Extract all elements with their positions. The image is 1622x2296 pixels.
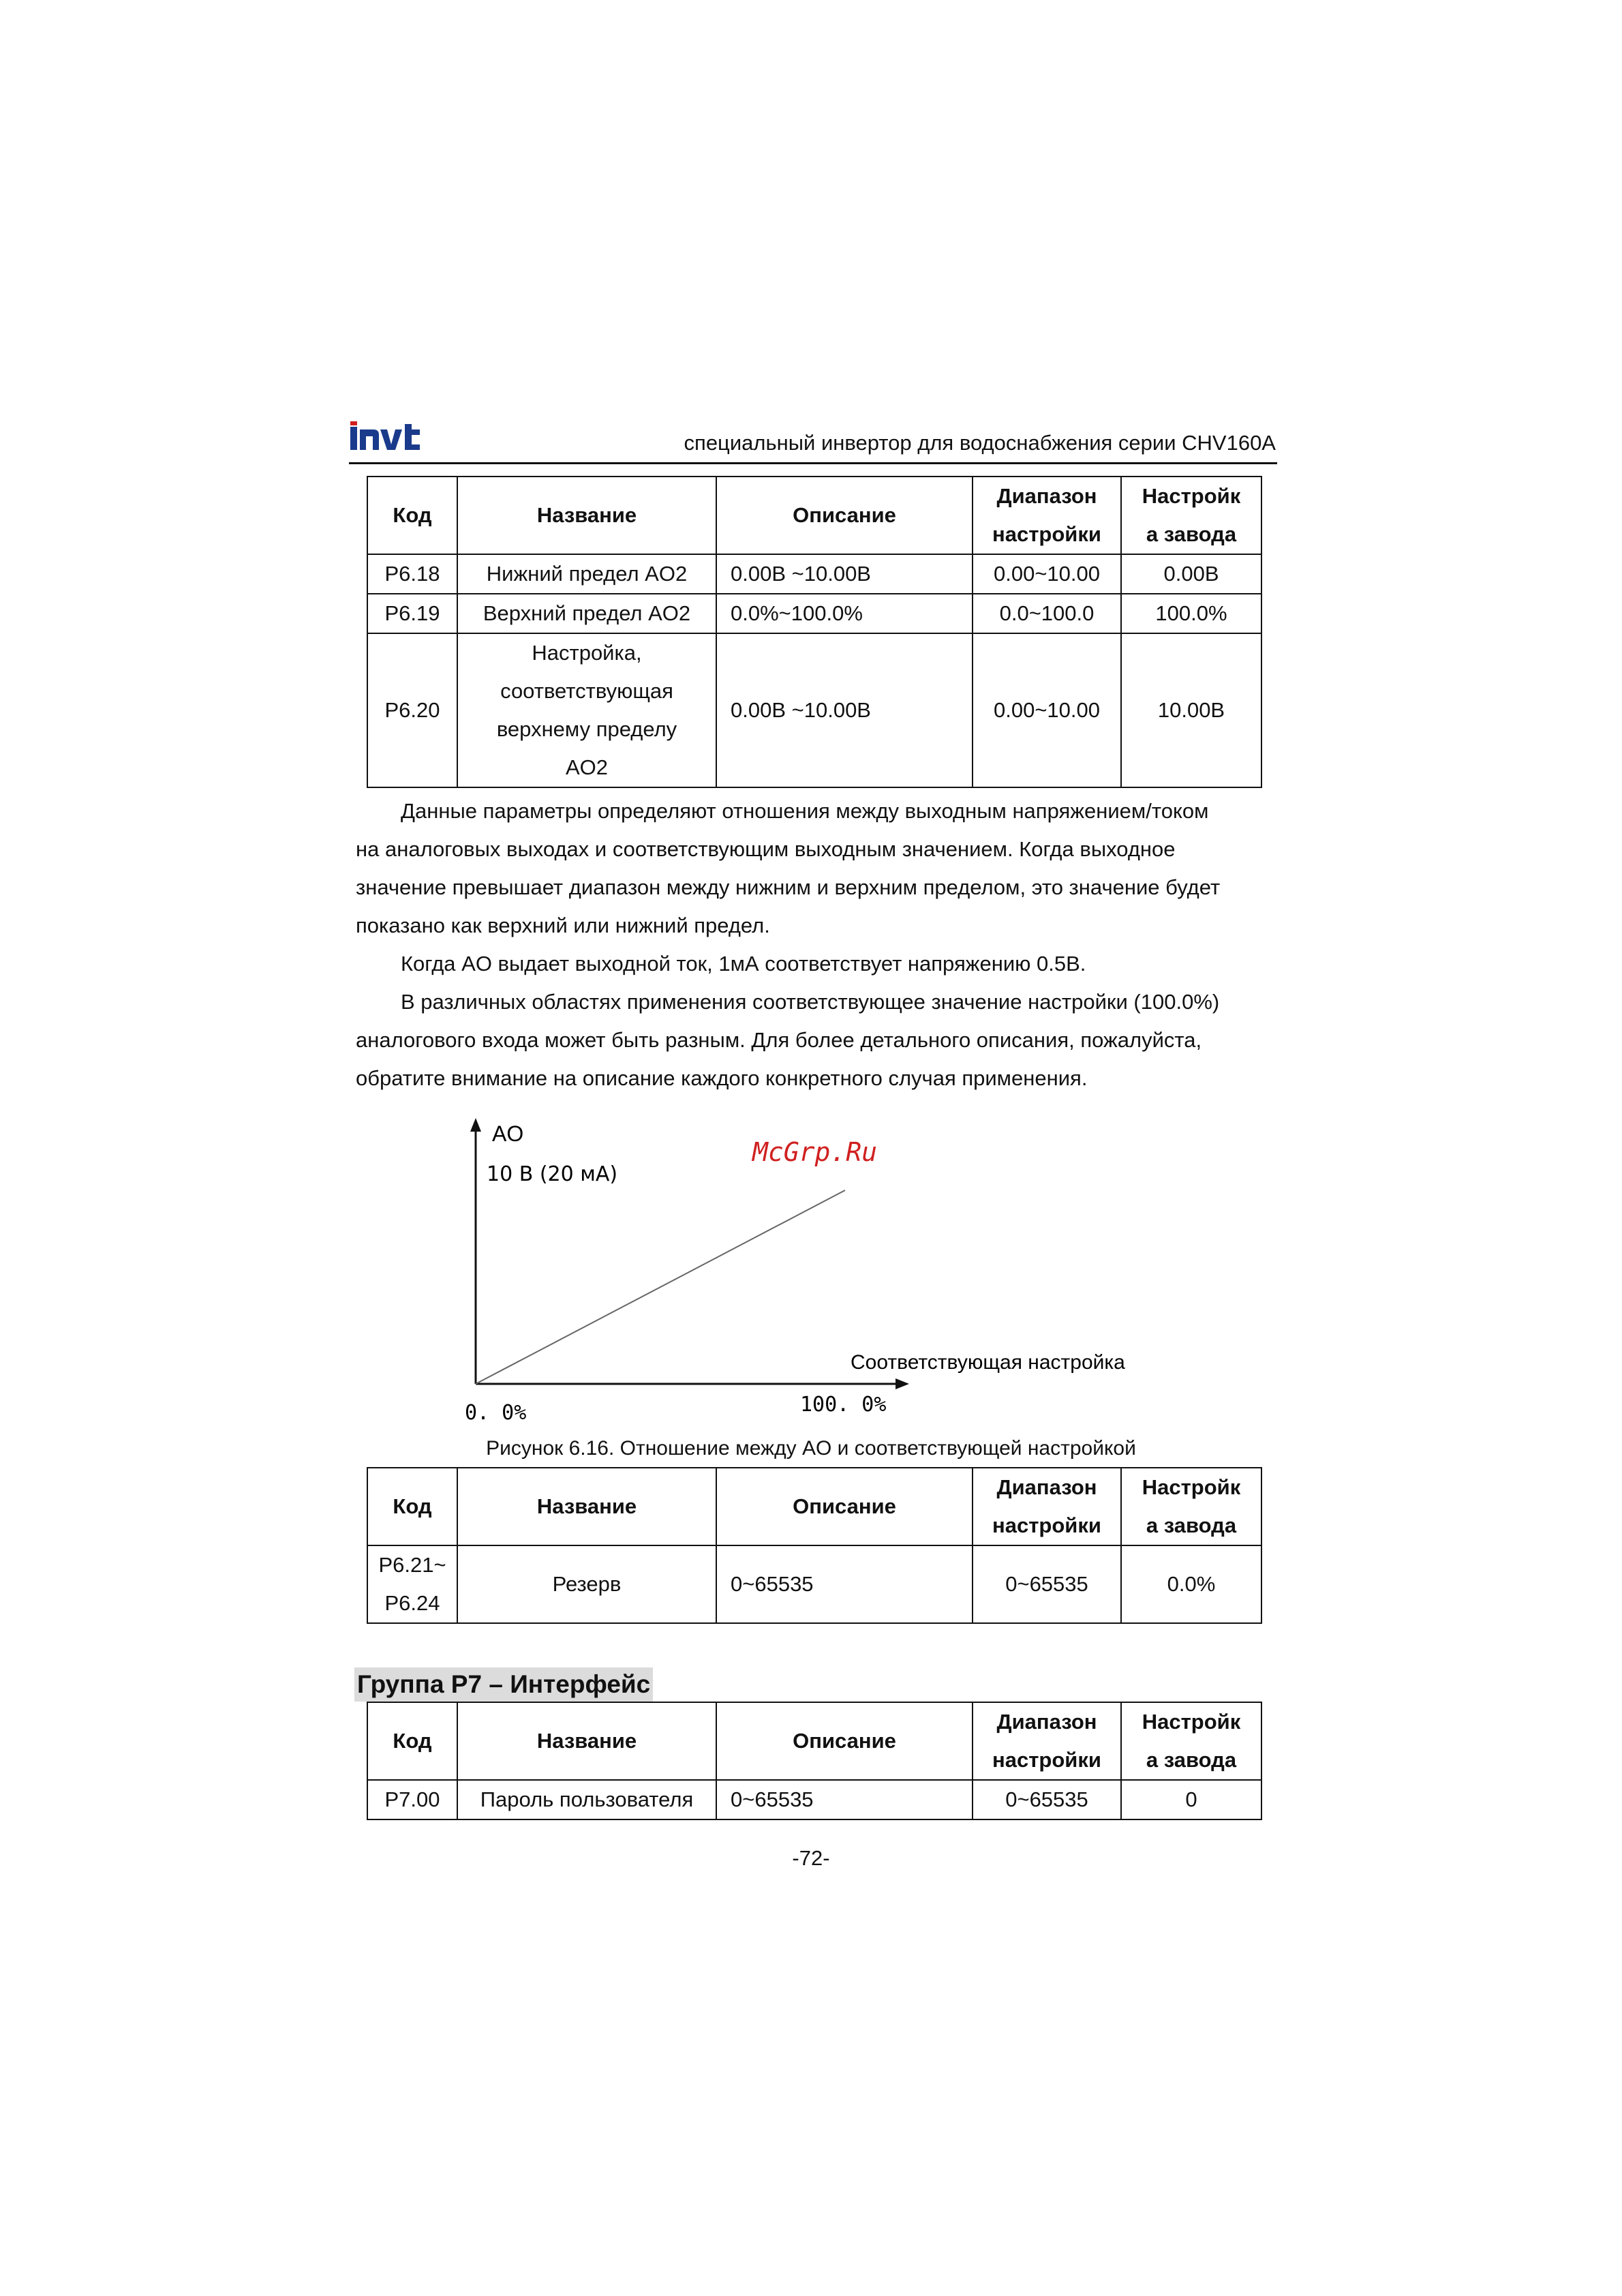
cell-code: P6.19 [367, 594, 457, 633]
cell-range: 0~65535 [973, 1780, 1121, 1819]
cell-range: 0.00~10.00 [973, 554, 1121, 594]
cell-range: 0~65535 [973, 1545, 1121, 1623]
col-range: Диапазон настройки [973, 1702, 1121, 1780]
cell-range: 0.0~100.0 [973, 594, 1121, 633]
cell-name: Настройка, соответствующая верхнему пределу AO2 [457, 633, 716, 787]
y-max-label: 10 В (20 мА) [487, 1162, 618, 1186]
cell-range: 0.00~10.00 [973, 633, 1121, 787]
cell-description: 0~65535 [716, 1545, 973, 1623]
col-default: Настройк а завода [1121, 1702, 1261, 1780]
cell-name: Нижний предел AO2 [457, 554, 716, 594]
cell-code: P6.20 [367, 633, 457, 787]
y-axis-arrow [470, 1118, 481, 1132]
col-name: Название [457, 477, 716, 554]
col-range: Диапазон настройки [973, 1468, 1121, 1545]
parameters-table-p6-18-20 [367, 476, 1262, 788]
cell-default: 0.0% [1121, 1545, 1261, 1623]
x-max-label: 100. 0% [800, 1393, 887, 1417]
col-default: Настройк а завода [1121, 1468, 1261, 1545]
y-axis-label: AO [492, 1121, 524, 1146]
cell-name: Верхний предел AO2 [457, 594, 716, 633]
cell-default: 0 [1121, 1780, 1261, 1819]
table-header-row [367, 1702, 1261, 1780]
table-header-row [367, 1468, 1261, 1545]
paragraph-current: Когда AO выдает выходной ток, 1мА соответствует напряжению 0.5В. [401, 952, 1086, 976]
col-code: Код [367, 1468, 457, 1545]
cell-name: Пароль пользователя [457, 1780, 716, 1819]
col-range: Диапазон настройки [973, 477, 1121, 554]
cell-description: 0.0%~100.0% [716, 594, 973, 633]
invt-logo [349, 421, 423, 451]
table-row [367, 1545, 1261, 1623]
col-name: Название [457, 1702, 716, 1780]
cell-default: 100.0% [1121, 594, 1261, 633]
table-row [367, 594, 1261, 633]
header-rule [349, 462, 1277, 464]
parameters-table-p7 [367, 1702, 1262, 1820]
col-description: Описание [716, 477, 973, 554]
col-description: Описание [716, 1702, 973, 1780]
origin-label: 0. 0% [465, 1401, 527, 1425]
paragraph-applications: В различных областях применения соответствующее значение настройки (100.0%) аналогового входа может быть разным. Для более детального описания, пожалуйста, обратите внимание на описание каждого конкретного случая применения. [356, 990, 1220, 1090]
cell-description: 0~65535 [716, 1780, 973, 1819]
col-default: Настройк а завода [1121, 477, 1261, 554]
watermark: McGrp.Ru [752, 1137, 878, 1167]
figure-caption: Рисунок 6.16. Отношение между AO и соответствующей настройкой [486, 1437, 1136, 1460]
x-axis-label: Соответствующая настройка [851, 1351, 1125, 1374]
cell-name: Резерв [457, 1545, 716, 1623]
table-header-row [367, 477, 1261, 554]
table-row [367, 554, 1261, 594]
x-axis-arrow [896, 1378, 909, 1389]
cell-code: P6.21~ P6.24 [367, 1545, 457, 1623]
paragraph-limits: Данные параметры определяют отношения между выходным напряжением/током на аналоговых выходах и соответствующим выходным значением. Когда выходное значение превышает диапазон между нижним и верхним пределом, это значение будет показано как верхний или нижний предел. [356, 799, 1221, 937]
section-title: Группа P7 – Интерфейс [354, 1667, 653, 1702]
col-code: Код [367, 477, 457, 554]
cell-default: 10.00В [1121, 633, 1261, 787]
ao-line [476, 1190, 845, 1384]
table-row [367, 1780, 1261, 1819]
col-description: Описание [716, 1468, 973, 1545]
header-title: специальный инвертор для водоснабжения серии CHV160A [684, 431, 1276, 455]
col-code: Код [367, 1702, 457, 1780]
cell-description: 0.00В ~10.00В [716, 633, 973, 787]
cell-description: 0.00В ~10.00В [716, 554, 973, 594]
cell-code: P7.00 [367, 1780, 457, 1819]
parameters-table-p6-21-24 [367, 1467, 1262, 1624]
col-name: Название [457, 1468, 716, 1545]
table-row [367, 633, 1261, 787]
cell-default: 0.00В [1121, 554, 1261, 594]
page-number: -72- [792, 1846, 830, 1870]
cell-code: P6.18 [367, 554, 457, 594]
